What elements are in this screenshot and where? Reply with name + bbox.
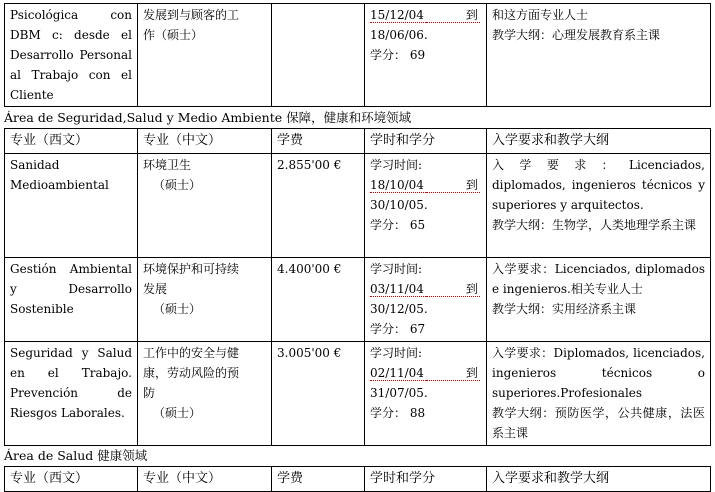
- date-to: 30/12/05.: [370, 302, 428, 316]
- cn-line: 发展到与顾客的工: [143, 8, 240, 22]
- dates-cell: [365, 342, 487, 446]
- credits: 学分： 88: [370, 406, 426, 420]
- header-fee: 学费: [272, 467, 365, 492]
- date-from: 18/10/04: [370, 178, 424, 192]
- cn-line: 防: [143, 386, 156, 400]
- program-es-cell: Psicológica con DBM c: desde el Desarrollo Personal al Trabajo con el Cliente: [5, 4, 138, 107]
- section-title-health: Área de Salud 健康领域: [4, 448, 148, 463]
- date-to-word: 到: [426, 366, 480, 381]
- cn-line: （硕士）: [153, 302, 202, 316]
- req-line: 教学大纲：生物学，人类地理学系主课: [492, 218, 697, 232]
- program-es-cell: Seguridad y Salud en el Trabajo. Prevención de Riesgos Laborales.: [5, 342, 138, 446]
- fee-cell: 3.005'00 €: [272, 342, 365, 446]
- program-es-cell: Sanidad Medioambiental: [5, 154, 138, 258]
- time-label: 学习时间:: [370, 158, 423, 172]
- header-row: [5, 467, 711, 492]
- req-line: 教学大纲：实用经济系主课: [492, 302, 637, 316]
- cn-line: （硕士）: [153, 178, 202, 192]
- date-to-word: 到: [426, 178, 480, 193]
- header-es: 专业（西文）: [5, 129, 138, 154]
- date-from: 02/11/04: [370, 366, 424, 380]
- header-cn: 专业（中文）: [138, 129, 272, 154]
- header-es: 专业（西文）: [5, 467, 138, 492]
- table-row: [5, 4, 711, 107]
- cn-line: 康，劳动风险的预: [143, 366, 240, 380]
- requirements-cell: [487, 4, 711, 107]
- req-line: 和这方面专业人士: [492, 8, 589, 22]
- header-req: 入学要求和教学大纲: [487, 467, 711, 492]
- time-label: 学习时间:: [370, 346, 423, 360]
- date-to: 30/10/05.: [370, 198, 428, 212]
- cn-line: 环境卫生: [143, 158, 192, 172]
- program-cn-cell: [138, 342, 272, 446]
- req-line: 入学要求：Diplomados, licenciados, ingenieros técnicos o superiores.Profesionales: [492, 346, 705, 400]
- req-line: 入学要求：Licenciados, diplomados e ingenieros.相关专业人士: [492, 262, 705, 296]
- header-cn: 专业（中文）: [138, 467, 272, 492]
- date-to: 18/06/06.: [370, 28, 428, 42]
- credits: 学分： 67: [370, 322, 426, 336]
- dates-cell: [365, 154, 487, 258]
- header-req: 入学要求和教学大纲: [487, 129, 711, 154]
- header-time: 学时和学分: [365, 467, 487, 492]
- header-time: 学时和学分: [365, 129, 487, 154]
- date-to-word: 到: [426, 8, 480, 23]
- programs-table: [4, 128, 711, 446]
- dates-cell: [365, 258, 487, 342]
- date-from: 03/11/04: [370, 282, 424, 296]
- section-title-safety: Área de Seguridad,Salud y Medio Ambiente 保障，健康和环境领域: [4, 110, 412, 125]
- credits: 学分： 65: [370, 218, 426, 232]
- cn-line: 环境保护和可持续: [143, 262, 240, 276]
- date-from: 15/12/04: [370, 8, 424, 22]
- time-label: 学习时间:: [370, 262, 423, 276]
- date-to: 31/07/05.: [370, 386, 428, 400]
- top-table: [4, 3, 711, 107]
- date-to-word: 到: [426, 282, 480, 297]
- program-es-cell: Gestión Ambiental y Desarrollo Sostenible: [5, 258, 138, 342]
- dates-cell: [365, 4, 487, 107]
- header-row: [5, 129, 711, 154]
- cn-line: 作（硕士）: [143, 28, 204, 42]
- requirements-cell: [487, 154, 711, 258]
- program-cn-cell: [138, 258, 272, 342]
- req-line: 入学要求：Licenciados, diplomados, ingenieros técnicos y superiores y arquitectos.: [492, 158, 705, 212]
- requirements-cell: [487, 342, 711, 446]
- cn-line: 发展: [143, 282, 168, 296]
- fee-cell: 4.400'00 €: [272, 258, 365, 342]
- table-row: [5, 258, 711, 342]
- table-row: [5, 154, 711, 258]
- program-cn-cell: [138, 154, 272, 258]
- header-fee: 学费: [272, 129, 365, 154]
- cn-line: （硕士）: [153, 406, 202, 420]
- program-cn-cell: [138, 4, 272, 107]
- fee-cell: [272, 4, 365, 107]
- req-line: 教学大纲：心理发展教育系主课: [492, 28, 661, 42]
- req-line: 教学大纲：预防医学，公共健康，法医系主课: [492, 406, 705, 440]
- table-row: [5, 342, 711, 446]
- credits: 学分： 69: [370, 48, 426, 62]
- health-table: [4, 466, 711, 492]
- cn-line: 工作中的安全与健: [143, 346, 240, 360]
- requirements-cell: [487, 258, 711, 342]
- fee-cell: 2.855'00 €: [272, 154, 365, 258]
